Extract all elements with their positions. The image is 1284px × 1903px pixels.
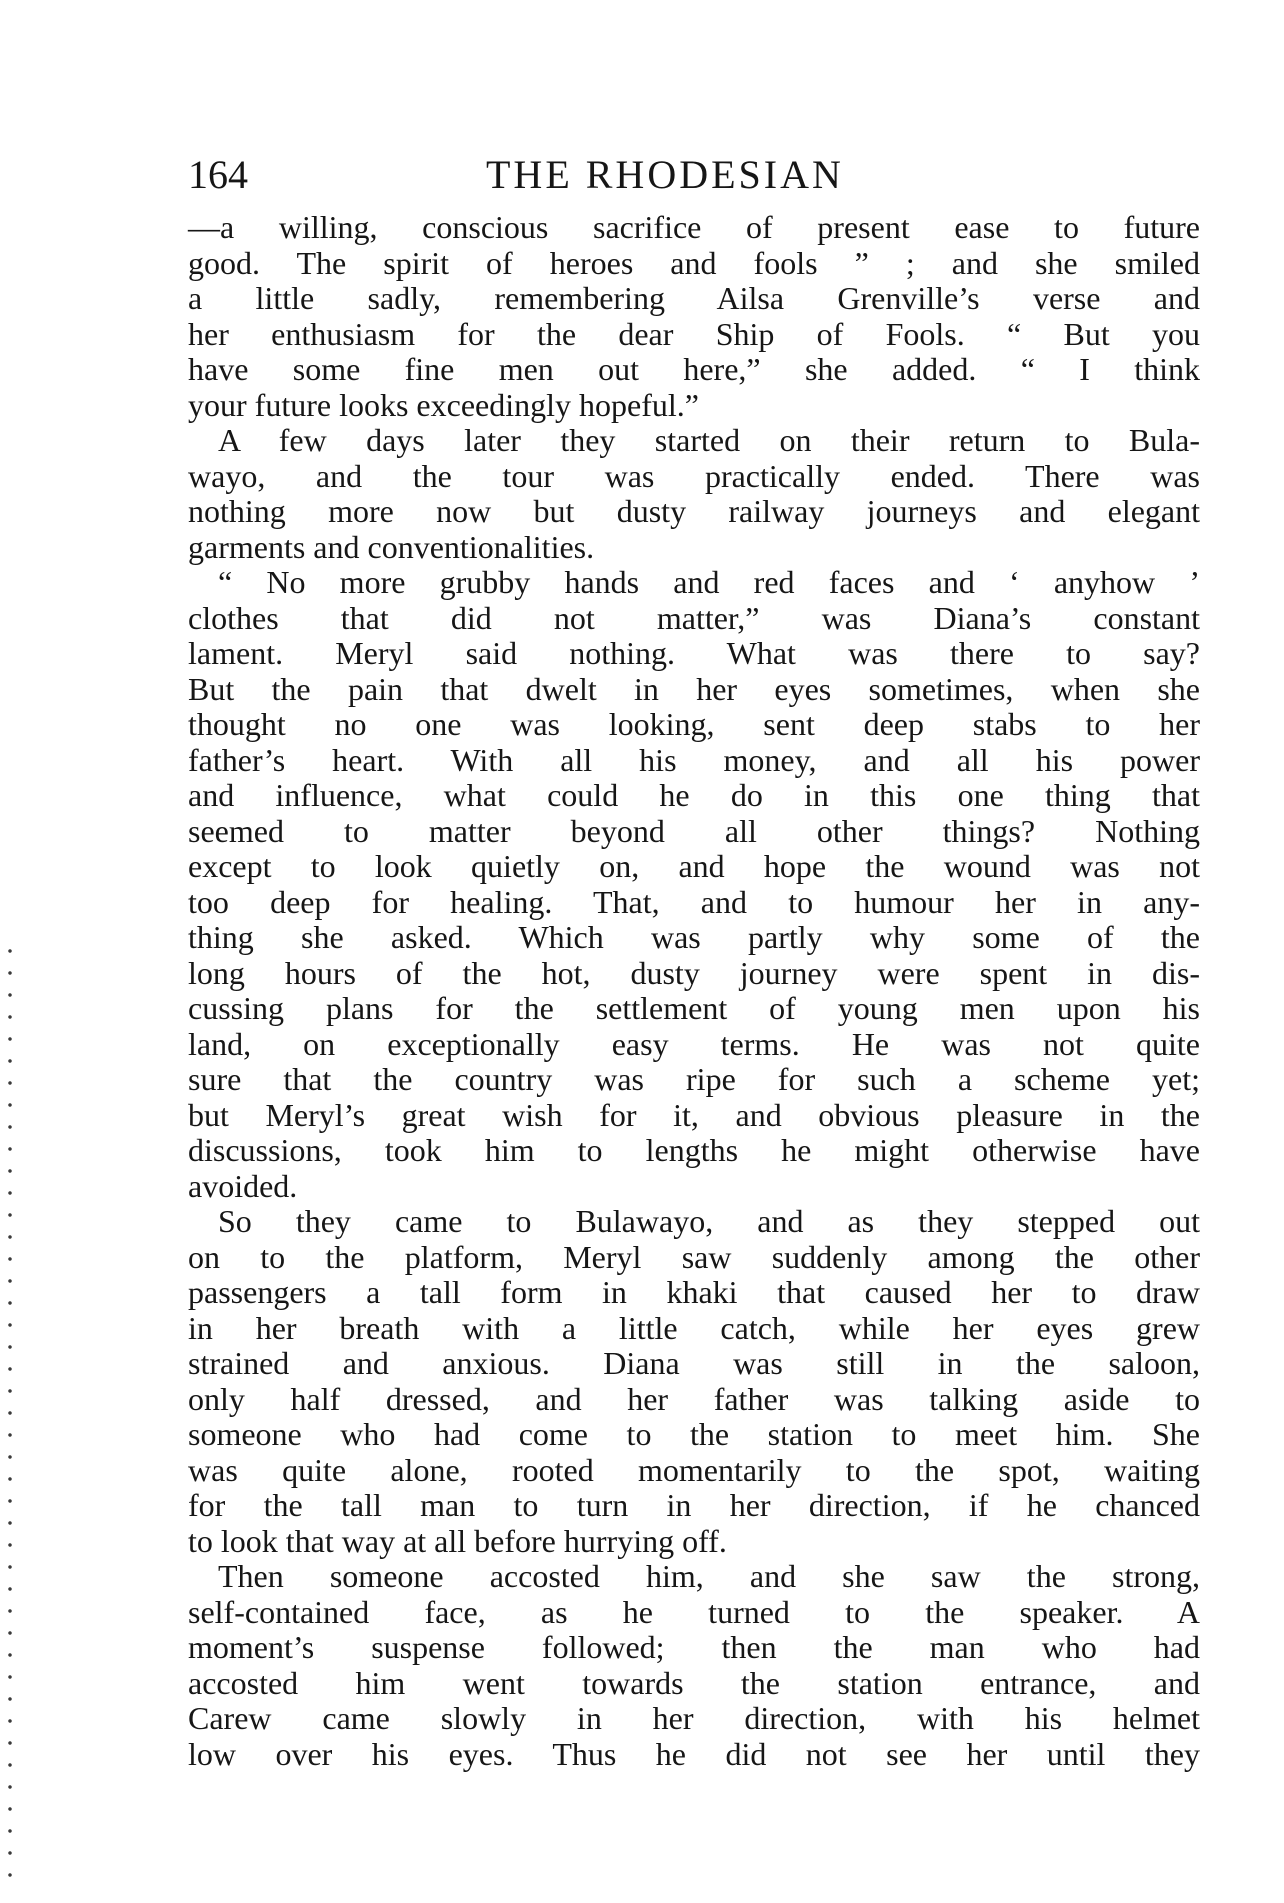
text-line: low over his eyes. Thus he did not see her until they xyxy=(188,1735,1200,1772)
running-head: THE RHODESIAN xyxy=(486,152,844,197)
text-line: on to the platform, Meryl saw suddenly among the other xyxy=(188,1238,1200,1275)
text-line: have some fine men out here,” she added. “ I think xyxy=(188,351,1200,387)
text-line: nothing more now but dusty railway journeys and elegant xyxy=(188,493,1200,529)
text-line: and influence, what could he do in this one thing that xyxy=(188,777,1200,813)
text-line: So they came to Bulawayo, and as they stepped out xyxy=(218,1203,1200,1239)
text-line: for the tall man to turn in her direction, if he chanced xyxy=(188,1487,1200,1523)
page-header xyxy=(188,150,1200,200)
text-line: —a willing, conscious sacrifice of present ease to future xyxy=(188,209,1200,245)
text-line: in her breath with a little catch, while her eyes grew xyxy=(188,1309,1200,1346)
text-line: your future looks exceedingly hopeful.” xyxy=(188,386,699,423)
paragraph xyxy=(188,565,1200,1204)
text-line: avoided. xyxy=(188,1167,298,1204)
text-line: passengers a tall form in khaki that caused her to draw xyxy=(188,1274,1200,1310)
text-line: clothes that did not matter,” was Diana’s constant xyxy=(188,599,1200,636)
text-line: But the pain that dwelt in her eyes sometimes, when she xyxy=(188,670,1200,707)
paragraph xyxy=(188,210,1200,423)
page-number: 164 xyxy=(188,152,248,197)
text-line: garments and conventionalities. xyxy=(188,528,595,565)
text-line: but Meryl’s great wish for it, and obvious pleasure in the xyxy=(188,1096,1200,1133)
text-line: wayo, and the tour was practically ended. There was xyxy=(188,457,1200,494)
text-line: “ No more grubby hands and red faces and ‘ anyhow ’ xyxy=(218,564,1200,600)
text-line: sure that the country was ripe for such a scheme yet; xyxy=(188,1061,1200,1097)
text-line: seemed to matter beyond all other things? Nothing xyxy=(188,812,1200,849)
text-line: strained and anxious. Diana was still in the saloon, xyxy=(188,1345,1200,1381)
text-line: A few days later they started on their return to Bula- xyxy=(218,422,1200,458)
text-line: discussions, took him to lengths he might otherwise have xyxy=(188,1132,1200,1168)
text-line: accosted him went towards the station entrance, and xyxy=(188,1664,1200,1701)
text-line: good. The spirit of heroes and fools ” ; and she smiled xyxy=(188,244,1200,281)
text-line: moment’s suspense followed; then the man who had xyxy=(188,1629,1200,1665)
text-line: Carew came slowly in her direction, with his helmet xyxy=(188,1700,1200,1736)
text-line: thought no one was looking, sent deep stabs to her xyxy=(188,706,1200,742)
text-line: self-contained face, as he turned to the speaker. A xyxy=(188,1593,1200,1630)
body-text xyxy=(188,210,1200,1772)
paragraph xyxy=(188,1559,1200,1772)
text-line: cussing plans for the settlement of young men upon his xyxy=(188,990,1200,1026)
text-line: a little sadly, remembering Ailsa Grenville’s verse and xyxy=(188,280,1200,316)
text-line: too deep for healing. That, and to humour her in any- xyxy=(188,883,1200,920)
text-line: thing she asked. Which was partly why some of the xyxy=(188,919,1200,955)
text-line: someone who had come to the station to meet him. She xyxy=(188,1416,1200,1452)
text-line: father’s heart. With all his money, and all his power xyxy=(188,741,1200,778)
text-line: to look that way at all before hurrying off. xyxy=(188,1522,727,1559)
paragraph xyxy=(188,423,1200,565)
text-line: land, on exceptionally easy terms. He was not quite xyxy=(188,1025,1200,1062)
text-line: long hours of the hot, dusty journey were spent in dis- xyxy=(188,954,1200,991)
text-line: except to look quietly on, and hope the wound was not xyxy=(188,848,1200,884)
text-line: Then someone accosted him, and she saw the strong, xyxy=(218,1558,1200,1594)
text-line: was quite alone, rooted momentarily to the spot, waiting xyxy=(188,1451,1200,1488)
text-line: only half dressed, and her father was talking aside to xyxy=(188,1380,1200,1417)
paragraph xyxy=(188,1204,1200,1559)
text-line: her enthusiasm for the dear Ship of Fools. “ But you xyxy=(188,315,1200,352)
binding-edge-marks xyxy=(6,940,14,1880)
text-line: lament. Meryl said nothing. What was there to say? xyxy=(188,635,1200,671)
